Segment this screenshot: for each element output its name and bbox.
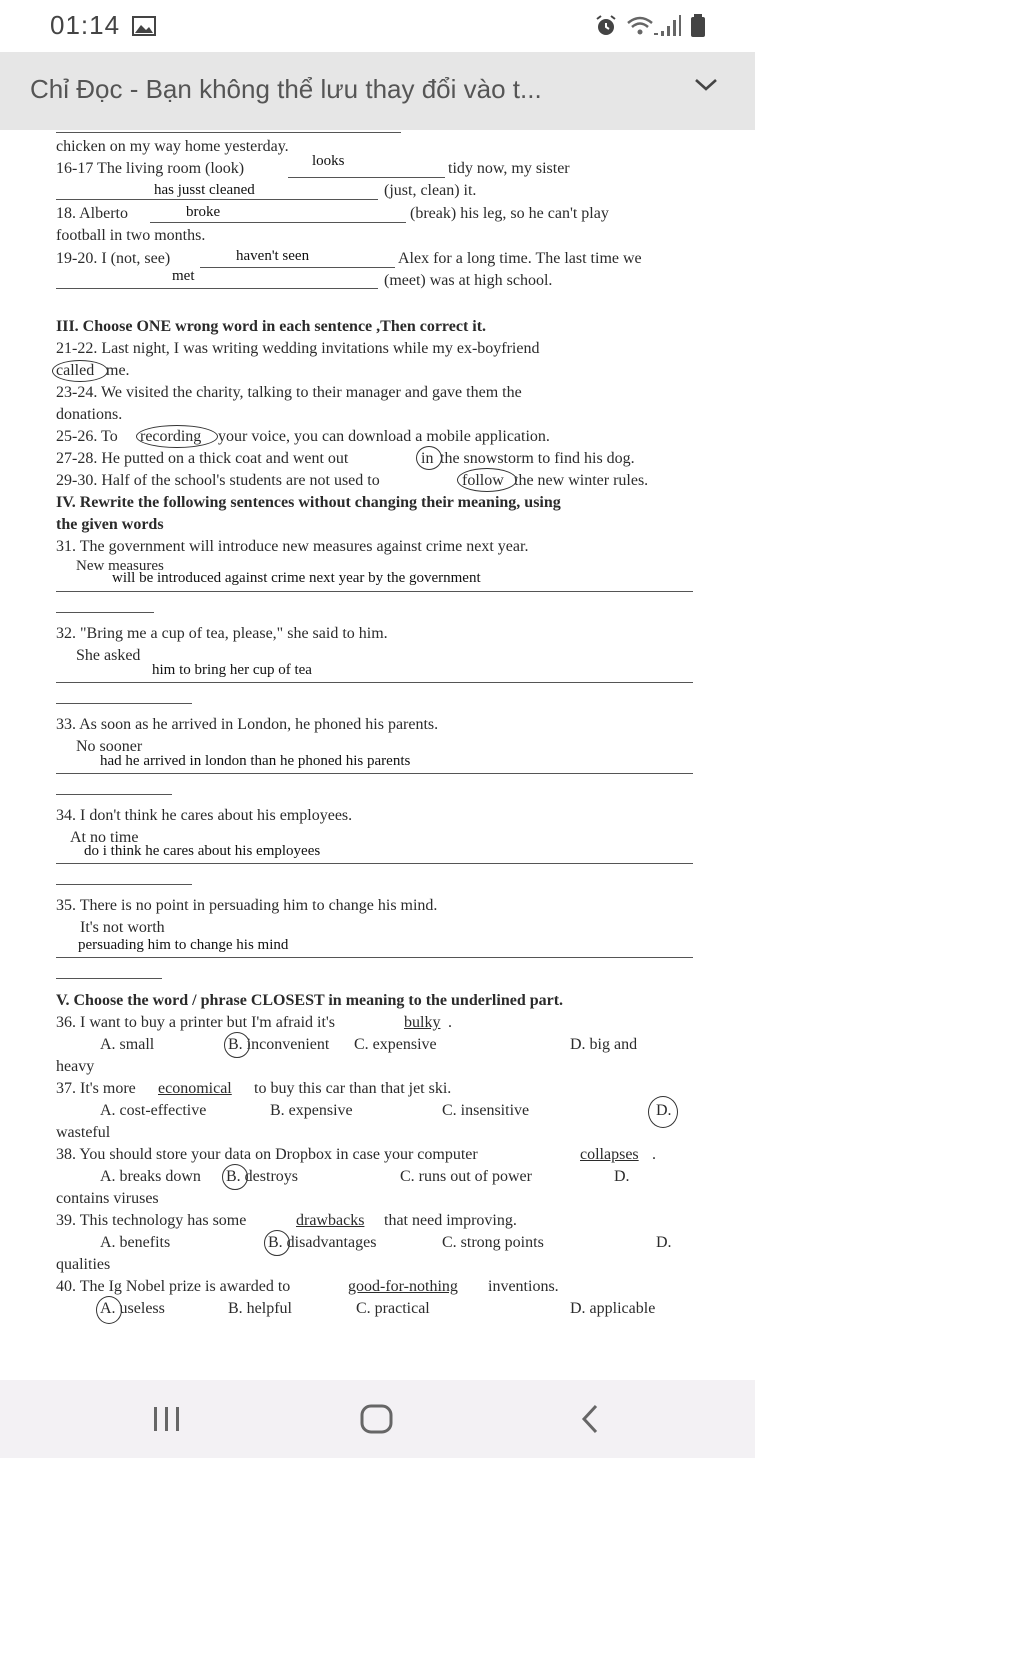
answer-circle [96,1296,122,1324]
text-line: (meet) was at high school. [384,272,553,289]
answer-18: broke [186,204,221,220]
question-18: 18. Alberto [56,205,128,222]
option-40-c: C. practical [356,1300,430,1317]
answer-line [150,222,406,223]
answer-line [56,612,154,613]
option-39-a: A. benefits [100,1234,171,1251]
sentence-23-24: 23-24. We visited the charity, talking to their manager and gave them the [56,384,522,401]
prompt-35: It's not worth [80,919,165,936]
prompt-31: New measures [76,558,164,574]
answer-35: persuading him to change his mind [78,937,289,953]
chevron-down-icon[interactable] [694,78,718,92]
sentence-27-28: 27-28. He putted on a thick coat and went out [56,450,349,467]
underlined-word: drawbacks [296,1212,365,1229]
option-38-d: D. [614,1168,630,1185]
question-34: 34. I don't think he cares about his employees. [56,807,353,824]
question-40: 40. The Ig Nobel prize is awarded to [56,1278,291,1295]
back-icon[interactable] [580,1404,600,1434]
underlined-word: collapses [580,1146,639,1163]
text-line: (just, clean) it. [384,182,477,199]
option-39-d: D. [656,1234,672,1251]
navigation-bar [0,1380,755,1458]
circled-word: in [421,450,434,467]
question-39: 39. This technology has some [56,1212,247,1229]
answer-31: will be introduced against crime next year by the government [112,570,481,586]
prompt-33: No sooner [76,738,143,755]
question-35: 35. There is no point in persuading him to change his mind. [56,897,438,914]
document-page [0,130,755,1380]
option-38-a: A. breaks down [100,1168,201,1185]
answer-line [56,978,162,979]
answer-line [56,773,693,774]
answer-circle [648,1096,678,1128]
answer-line [288,177,445,178]
option-40-d: D. applicable [570,1300,656,1317]
prompt-32: She asked [76,647,141,664]
answer-line [200,267,395,268]
answer-line [56,957,693,958]
status-time: 01:14 [50,10,121,40]
circled-word: follow [462,472,504,489]
banner-text: Chỉ Đọc - Bạn không thể lưu thay đổi vào t... [30,74,542,104]
answer-line [56,703,192,704]
answer-circle [136,425,218,448]
sentence-21-22: 21-22. Last night, I was writing wedding invitations while my ex-boyfriend [56,340,540,357]
question-19-20: 19-20. I (not, see) [56,250,171,267]
option-40-a: A. useless [100,1300,165,1317]
text-line: to buy this car than that jet ski. [254,1080,452,1097]
answer-line [56,132,401,133]
status-bar [0,0,755,52]
answer-circle [52,360,108,382]
underlined-word: economical [158,1080,232,1097]
text-line: donations. [56,406,123,423]
text-line: that need improving. [384,1212,517,1229]
underlined-word: good-for-nothing [348,1278,458,1295]
option-36-a: A. small [100,1036,155,1053]
text-line: . [448,1014,452,1031]
answer-32: him to bring her cup of tea [152,662,312,678]
answer-line [56,794,172,795]
section-heading-5: V. Choose the word / phrase CLOSEST in meaning to the underlined part. [56,992,564,1009]
answer-19: haven't seen [236,248,310,264]
option-38-b: B. destroys [226,1168,298,1185]
alarm-icon [594,14,618,38]
text-line: your voice, you can download a mobile application. [218,428,550,445]
gallery-icon [132,16,156,36]
question-32: 32. "Bring me a cup of tea, please," she said to him. [56,625,388,642]
sentence-29-30: 29-30. Half of the school's students are not used to [56,472,380,489]
text-line: qualities [56,1256,111,1273]
option-36-c: C. expensive [354,1036,437,1053]
question-16-17: 16-17 The living room (look) [56,160,245,177]
section-heading-3: III. Choose ONE wrong word in each sentence ,Then correct it. [56,318,487,335]
option-39-b: B. disadvantages [268,1234,377,1251]
answer-circle [224,1032,250,1058]
answer-line [56,288,378,289]
text-line: . [652,1146,656,1163]
text-line: contains viruses [56,1190,159,1207]
prompt-34: At no time [70,829,139,846]
circled-word: called [56,362,95,379]
battery-icon [690,14,706,38]
home-icon[interactable] [360,1404,394,1434]
text-line: the new winter rules. [514,472,649,489]
signal-icon [660,14,682,38]
text-line: tidy now, my sister [448,160,570,177]
question-33: 33. As soon as he arrived in London, he phoned his parents. [56,716,439,733]
question-38: 38. You should store your data on Dropbox in case your computer [56,1146,478,1163]
wifi-icon [626,14,660,38]
recent-apps-icon[interactable] [152,1406,182,1432]
answer-16: looks [312,153,345,169]
question-31: 31. The government will introduce new measures against crime next year. [56,538,529,555]
underlined-word: bulky [404,1014,441,1031]
text-line: heavy [56,1058,95,1075]
answer-line [56,199,378,200]
text-line: wasteful [56,1124,111,1141]
answer-circle [264,1230,290,1256]
answer-line [56,591,693,592]
answer-line [56,863,693,864]
text-line: the given words [56,516,164,533]
question-36: 36. I want to buy a printer but I'm afraid it's [56,1014,336,1031]
option-37-a: A. cost-effective [100,1102,207,1119]
answer-33: had he arrived in london than he phoned his parents [100,753,411,769]
answer-line [56,884,192,885]
answer-34: do i think he cares about his employees [84,843,321,859]
text-line: the snowstorm to find his dog. [440,450,635,467]
answer-20: met [172,268,195,284]
text-line: chicken on my way home yesterday. [56,138,289,155]
text-line: inventions. [488,1278,559,1295]
option-36-b: B. inconvenient [228,1036,330,1053]
option-36-d: D. big and [570,1036,638,1053]
answer-17: has jusst cleaned [154,182,255,198]
option-39-c: C. strong points [442,1234,544,1251]
answer-circle [457,468,517,492]
read-only-banner[interactable] [0,52,755,130]
question-37: 37. It's more [56,1080,136,1097]
sentence-25-26: 25-26. To [56,428,118,445]
text-line: Alex for a long time. The last time we [398,250,642,267]
text-line: football in two months. [56,227,206,244]
option-37-c: C. insensitive [442,1102,530,1119]
circled-word: recording [140,428,202,445]
answer-line [56,682,693,683]
section-heading-4: IV. Rewrite the following sentences without changing their meaning, using [56,494,561,511]
option-37-d: D. [656,1102,672,1119]
answer-circle [222,1164,248,1190]
text-line: (break) his leg, so he can't play [410,205,609,222]
text-line: me. [106,362,130,379]
option-37-b: B. expensive [270,1102,353,1119]
option-40-b: B. helpful [228,1300,292,1317]
option-38-c: C. runs out of power [400,1168,532,1185]
answer-circle [416,446,442,470]
